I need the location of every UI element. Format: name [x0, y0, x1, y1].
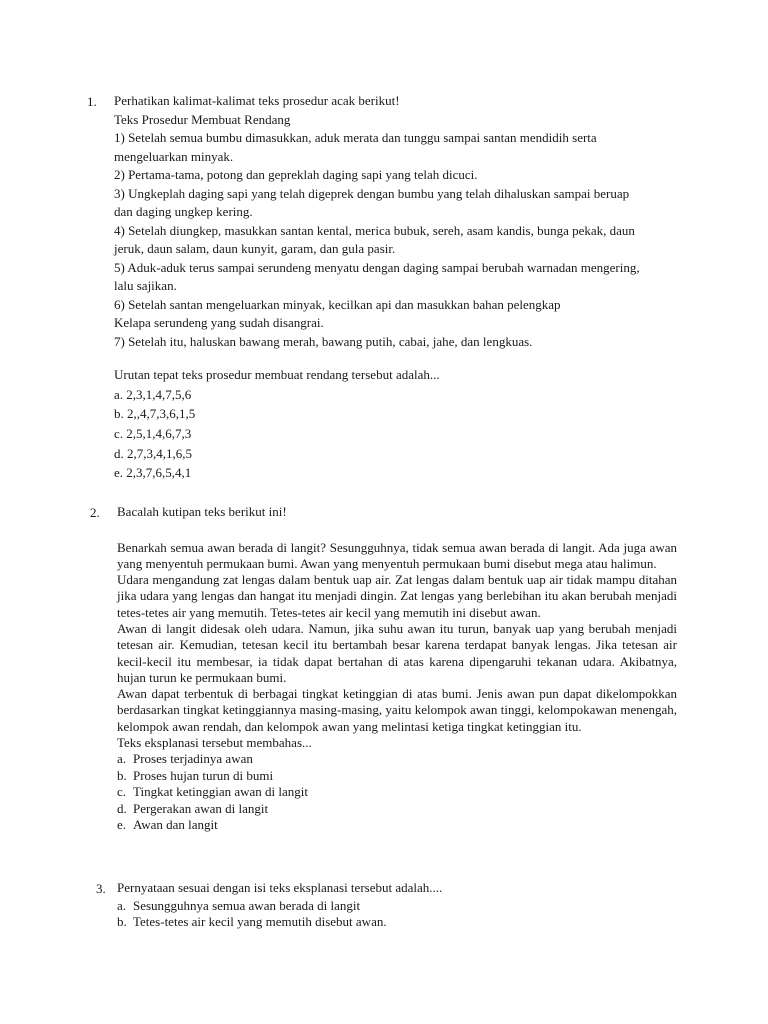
answer-option[interactable]: b. Tetes-tetes air kecil yang memutih disebut awan.: [117, 914, 387, 929]
procedure-step-line: Kelapa serundeng yang sudah disangrai.: [114, 315, 324, 330]
answer-option[interactable]: c. 2,5,1,4,6,7,3: [114, 425, 192, 441]
answer-option[interactable]: b. Proses hujan turun di bumi: [117, 767, 274, 783]
answer-option[interactable]: e. Awan dan langit: [117, 817, 218, 833]
question-3-number: 3.: [96, 881, 106, 896]
passage-paragraph: Awan di langit didesak oleh udara. Namun, jika suhu awan itu turun, banyak uap yang berubah menjadi tetesan air. Kemudian, tetesan kecil itu bertambah besar karena terdapat banyak lengas. Jika tetesan air kecil-kecil itu membesar, ia tidak dapat bertahan di atas karena dipengaruhi tekanan udara. Akibatnya, hujan turun ke permukaan bumi.: [117, 620, 677, 685]
procedure-step-line: 5) Aduk-aduk terus sampai serundeng menyatu dengan daging sampai berubah warnadan mengering,: [114, 259, 640, 275]
question-2: [117, 503, 677, 834]
answer-option[interactable]: a. Sesungguhnya semua awan berada di langit: [117, 897, 361, 913]
question-2-options: [117, 751, 677, 834]
question-1: [114, 92, 674, 483]
answer-option[interactable]: a. Proses terjadinya awan: [117, 751, 253, 767]
passage-paragraph: Awan dapat terbentuk di berbagai tingkat ketinggian di atas bumi. Jenis awan pun dapat dikelompokkan berdasarkan tingkat ketinggiannya masing-masing, yaitu kelompok awan tinggi, kelompokawan menengah, kelompok awan rendah, dan kelompok awan yang melintasi ketiga tingkat ketinggian itu.: [117, 686, 677, 734]
question-1-text: Urutan tepat teks prosedur membuat rendang tersebut adalah...: [114, 367, 440, 382]
question-3-prompt: Pernyataan sesuai dengan isi teks eksplanasi tersebut adalah....: [117, 880, 443, 895]
answer-option[interactable]: d. 2,7,3,4,1,6,5: [114, 445, 192, 461]
procedure-step-line: 4) Setelah diungkep, masukkan santan kental, merica bubuk, sereh, asam kandis, bunga pekak, daun: [114, 222, 635, 238]
answer-option[interactable]: c. Tingkat ketinggian awan di langit: [117, 784, 308, 800]
passage-paragraph: Benarkah semua awan berada di langit? Sesungguhnya, tidak semua awan berada di langit. Ada juga awan yang menyentuh permukaan bumi. Awan yang menyentuh permukaan bumi disebut mega atau halimun.: [117, 539, 677, 571]
question-1-prompt: Perhatikan kalimat-kalimat teks prosedur acak berikut!: [114, 93, 400, 108]
answer-option[interactable]: b. 2,,4,7,3,6,1,5: [114, 406, 196, 422]
answer-option[interactable]: a. 2,3,1,4,7,5,6: [114, 386, 192, 402]
question-1-options: [114, 385, 674, 484]
procedure-step-line: 2) Pertama-tama, potong dan gepreklah daging sapi yang telah dicuci.: [114, 167, 478, 182]
question-1-number: 1.: [87, 94, 97, 109]
explanation-passage: [117, 540, 677, 752]
procedure-step-line: mengeluarkan minyak.: [114, 148, 234, 164]
procedure-step-line: jeruk, daun salam, daun kunyit, garam, dan gula pasir.: [114, 241, 396, 256]
answer-option[interactable]: e. 2,3,7,6,5,4,1: [114, 465, 192, 481]
procedure-title: Teks Prosedur Membuat Rendang: [114, 111, 291, 127]
procedure-step-line: 3) Ungkeplah daging sapi yang telah digeprek dengan bumbu yang telah dihaluskan sampai beruap: [114, 185, 630, 201]
procedure-step-line: 1) Setelah semua bumbu dimasukkan, aduk merata dan tunggu sampai santan mendidih serta: [114, 130, 597, 145]
question-2-number: 2.: [90, 505, 100, 520]
question-2-text: Teks eksplanasi tersebut membahas...: [117, 735, 312, 751]
question-3-options: [117, 898, 677, 931]
answer-option[interactable]: d. Pergerakan awan di langit: [117, 800, 269, 816]
procedure-step-line: 7) Setelah itu, haluskan bawang merah, bawang putih, cabai, jahe, dan lengkuas.: [114, 333, 533, 349]
question-3: [117, 879, 677, 931]
procedure-step-line: 6) Setelah santan mengeluarkan minyak, kecilkan api dan masukkan bahan pelengkap: [114, 296, 561, 312]
question-2-prompt: Bacalah kutipan teks berikut ini!: [117, 504, 287, 519]
procedure-step-line: lalu sajikan.: [114, 278, 177, 293]
passage-paragraph: Udara mengandung zat lengas dalam bentuk uap air. Zat lengas dalam bentuk uap air tidak mampu ditahan jika udara yang lengas dan hangat itu menjadi dingin. Zat lengas yang berlebihan itu akan berubah menjadi tetes-tetes air yang memutih. Tetes-tetes air kecil yang memutih ini disebut awan.: [117, 572, 677, 620]
procedure-step-line: dan daging ungkep kering.: [114, 204, 253, 219]
